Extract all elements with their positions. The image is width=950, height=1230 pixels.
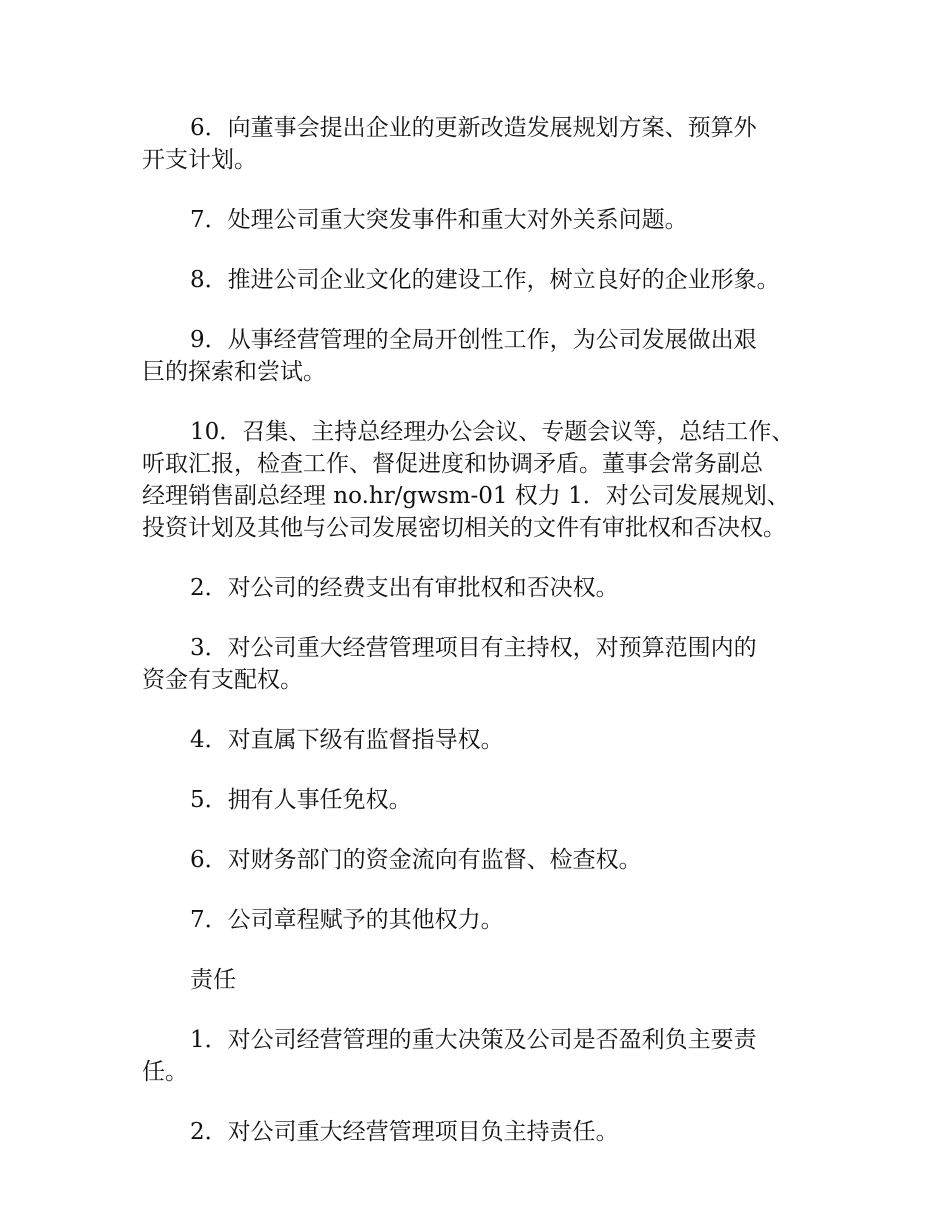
text-line: 责任 <box>190 967 236 993</box>
text-line: 10．召集、主持总经理办公会议、专题会议等，总结工作、 <box>190 419 795 445</box>
text-line: 2．对公司的经费支出有审批权和否决权。 <box>190 575 619 601</box>
text-line: 任。 <box>142 1059 188 1085</box>
text-line: 6．向董事会提出企业的更新改造发展规划方案、预算外 <box>190 115 757 141</box>
text-line: 1．对公司经营管理的重大决策及公司是否盈利负主要责 <box>190 1027 757 1053</box>
document-body <box>142 112 842 1176</box>
text-line: 巨的探索和尝试。 <box>142 359 326 385</box>
text-line: 投资计划及其他与公司发展密切相关的文件有审批权和否决权。 <box>142 515 786 541</box>
text-line: 4．对直属下级有监督指导权。 <box>190 727 504 753</box>
paragraph <box>142 112 842 176</box>
text-line: 8．推进公司企业文化的建设工作，树立良好的企业形象。 <box>190 267 780 293</box>
text-line: 经理销售副总经理 no.hr/gwsm-01 权力 1．对公司发展规划、 <box>142 483 790 509</box>
text-line: 9．从事经营管理的全局开创性工作，为公司发展做出艰 <box>190 327 757 353</box>
paragraph <box>142 324 842 388</box>
paragraph <box>142 632 842 696</box>
paragraph <box>142 964 842 996</box>
paragraph <box>142 264 842 296</box>
text-line: 7．公司章程赋予的其他权力。 <box>190 907 504 933</box>
text-line: 6．对财务部门的资金流向有监督、检查权。 <box>190 847 642 873</box>
paragraph <box>142 724 842 756</box>
text-line: 5．拥有人事任免权。 <box>190 787 412 813</box>
paragraph <box>142 844 842 876</box>
text-line: 2．对公司重大经营管理项目负主持责任。 <box>190 1119 619 1145</box>
text-line: 3．对公司重大经营管理项目有主持权，对预算范围内的 <box>190 635 757 661</box>
paragraph <box>142 784 842 816</box>
text-line: 听取汇报，检查工作、督促进度和协调矛盾。董事会常务副总 <box>142 451 763 477</box>
text-line: 7．处理公司重大突发事件和重大对外关系问题。 <box>190 207 688 233</box>
paragraph <box>142 1116 842 1148</box>
paragraph <box>142 204 842 236</box>
text-line: 开支计划。 <box>142 147 257 173</box>
paragraph <box>142 904 842 936</box>
paragraph <box>142 572 842 604</box>
paragraph <box>142 416 842 544</box>
paragraph <box>142 1024 842 1088</box>
text-line: 资金有支配权。 <box>142 667 303 693</box>
